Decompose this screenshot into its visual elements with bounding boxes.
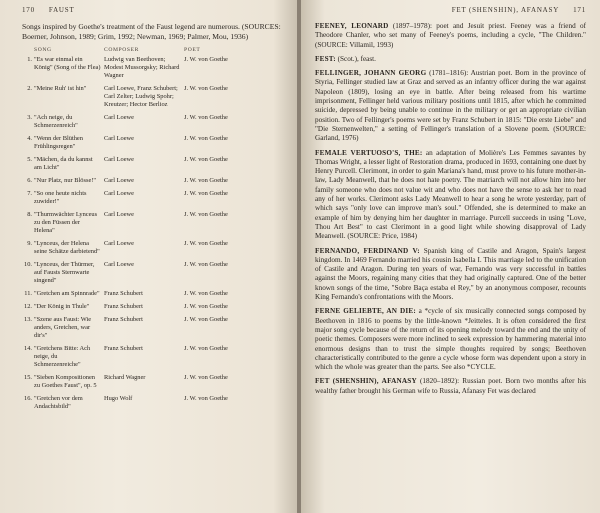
table-row [22,190,289,211]
right-running-title: FET (SHENSHIN), AFANASY [451,6,560,14]
col-song: SONG [34,47,52,53]
table-row [22,240,289,261]
composer: Ludwig van Beethoven; Modest Mussorgsky; Richard Wagner [104,56,180,79]
entry-headword: FET (SHENSHIN), AFANASY [315,377,417,386]
song-title: "Meine Ruh' ist hin" [34,85,87,92]
table-row [22,261,289,290]
song-title: "Ach neige, du Schmerzenreich" [34,114,78,129]
entry-headword: FEMALE VERTUOSO'S, THE: [315,148,423,157]
dictionary-entry [315,307,586,372]
left-running-head [22,6,289,14]
entry-text: (1781–1816): Austrian poet. Born in the province of Styria, Fellinger studied law at Graz and served as an infantry officer during the war against Napoleon (1809), losing an eye in battle. After being released from his wartime imprisonment, Fellinger held various military positions until 1815, after which he committed suicide, depressed by being unable to continue in the military or get an appropriate civilian position. Two of Fellinger's poems were set by Franz Schubert in 1815: "Die erste Liebe" and "Die Sternenwelten," a setting of Fellinger's translation of a Slovene poem. (SOURCE: Garland, 1976) [315,69,586,143]
table-row [22,290,289,303]
left-page [0,0,297,513]
table-row [22,374,289,395]
song-rows [22,56,289,416]
song-title: "Lynceus, der Helena seine Schätze darbietend" [34,240,100,255]
dictionary-entry [315,247,586,303]
table-row [22,156,289,177]
dictionary-entry [315,22,586,50]
row-number: 13. [24,316,32,323]
song-title: "Gretchen am Spinnrade" [34,290,100,297]
dictionary-entry [315,377,586,396]
song-title: "Gretchens Bitte: Ach neige, du Schmerzenreiche" [34,345,91,368]
table-header-row [22,46,289,56]
composer: Carl Loewe [104,177,134,184]
poet: J. W. von Goethe [184,290,228,297]
song-title: "Lynceus, der Thürmer, auf Fausts Sternwarte singend" [34,261,95,284]
table-row [22,114,289,135]
table-row [22,303,289,316]
composer: Franz Schubert [104,316,143,323]
row-number: 4. [27,135,32,142]
row-number: 12. [24,303,32,310]
row-number: 9. [27,240,32,247]
right-page [301,0,600,513]
row-number: 14. [24,345,32,352]
col-poet: POET [184,47,201,53]
poet: J. W. von Goethe [184,85,228,92]
song-title: "Wenn der Blüthen Frühlingsregen" [34,135,83,150]
song-title: "Es war einmal ein König" (Song of the Flea) [34,56,101,71]
composer: Richard Wagner [104,374,146,381]
entry-text: Spanish king of Castile and Aragon, Spain's largest kingdom. In 1469 Fernando married his cousin Isabella I. This marriage led to the unification of Castile and Aragon. During ten years of war, Fernando was very successful in battles against the Moors, regaining many cities that they had originally captured. One of the better known songs of the time, "Sobre Baça estaba el Rey," by an anonymous composer, recounts King Fernando's confrontations with the Moors. [315,246,586,302]
song-title: "Sieben Kompositionen zu Goethes Faust", op. 5 [34,374,97,389]
song-table [22,46,289,416]
composer: Franz Schubert [104,345,143,352]
table-row [22,395,289,416]
row-number: 1. [27,56,32,63]
poet: J. W. von Goethe [184,190,228,197]
composer: Carl Loewe [104,190,134,197]
dictionary-entry [315,149,586,242]
intro-paragraph: Songs inspired by Goethe's treatment of the Faust legend are numerous. (SOURCES: Boerner, Johnson, 1989; Grim, 1992; Newman, 1969; Palmer, Mou, 1936) [22,22,281,41]
left-page-number: 170 [22,6,35,14]
poet: J. W. von Goethe [184,261,228,268]
left-running-title: FAUST [48,6,75,14]
song-title: "So one heute nichts zuwider!" [34,190,87,205]
poet: J. W. von Goethe [184,177,228,184]
table-row [22,345,289,374]
composer: Carl Loewe [104,261,134,268]
entry-text: (Scot.), feast. [335,54,376,63]
row-number: 16. [24,395,32,402]
table-row [22,56,289,85]
poet: J. W. von Goethe [184,240,228,247]
table-row [22,316,289,345]
poet: J. W. von Goethe [184,211,228,218]
poet: J. W. von Goethe [184,114,228,121]
composer: Carl Loewe [104,211,134,218]
poet: J. W. von Goethe [184,156,228,163]
row-number: 8. [27,211,32,218]
composer: Hugo Wolf [104,395,133,402]
song-title: "Mächen, da du kannst am Licht" [34,156,93,171]
entry-headword: FELLINGER, JOHANN GEORG [315,69,427,78]
composer: Carl Loewe [104,240,134,247]
dictionary-entries [315,22,586,396]
row-number: 5. [27,156,32,163]
song-title: "Der König in Thule" [34,303,90,310]
composer: Carl Loewe [104,156,134,163]
poet: J. W. von Goethe [184,303,228,310]
col-composer: COMPOSER [104,47,139,53]
row-number: 11. [24,290,32,297]
entry-headword: FERNE GELIEBTE, AN DIE: [315,307,417,316]
entry-headword: FEENEY, LEONARD [315,22,389,30]
table-row [22,135,289,156]
entry-text: an adaptation of Molière's Les Femmes savantes by Thomas Wright, a lesser light of Restoration drama, produced in 1693, containing one duet by Henry Purcell. Clerimont, in order to gain Mariana's hand, must prove to his future mother-in-law, Lady Meanwell, that he does not hate poetry. The matriarch will not allow him into her family someone who does not value wit and who does not have the sense to ask her to read any of her works. Clerimont asks Lady Meanwell to hear a song he wrote yesterday, part of which says "only love can improve man's soul." Offended, she is determined to make an example of him by denying him her daughter in marriage. Purcell succeeds in using "Love, Thou Art Best" to cast Clerimont in a good light while showing disapproval of Lady Meanwell. (SOURCE: Price, 1984) [315,148,586,241]
entry-headword: FEST: [315,54,336,63]
dictionary-entry [315,55,586,64]
poet: J. W. von Goethe [184,345,228,352]
song-title: "Nur Platz, nur Blösse!" [34,177,97,184]
row-number: 2. [27,85,32,92]
poet: J. W. von Goethe [184,316,228,323]
poet: J. W. von Goethe [184,56,228,63]
col-num [22,46,34,56]
entry-text: (1897–1978): poet and Jesuit priest. Feeney was a friend of Theodore Chanler, who set many of Feeney's poems, including a cycle, "The Children." (SOURCE: Villamil, 1993) [315,22,586,49]
composer: Carl Loewe, Franz Schubert; Carl Zelter; Ludwig Spohr; Kreutzer; Hector Berlioz [104,85,178,108]
composer: Franz Schubert [104,290,143,297]
dictionary-entry [315,69,586,143]
row-number: 10. [24,261,32,268]
song-title: "Gretchen vor dem Andachtsbild" [34,395,83,410]
row-number: 15. [24,374,32,381]
table-row [22,177,289,190]
entry-text: (1820–1892): Russian poet. Born two months after his wealthy father brought his German wife to Russia, Afanasy Fet was declared [315,377,587,395]
entry-text: a *cycle of six musically connected songs composed by Beethoven in 1816 to poems by the little-known *Jeitteles. It is often considered the first major song cycle because of the return of its opening melody toward the end and the unity of poetic themes. Composers were more inclined to seek expression by hammering material into enormous designs than to trust the simple thoughts required by songs; Beethoven characteristically contributed to the genre a cycle whose form was dependent upon a story in which the whole was greater than the parts. See also *CYCLE. [315,307,586,372]
song-title: "Szene aus Faust: Wie anders, Gretchen, war dir's" [34,316,92,339]
table-row [22,85,289,114]
poet: J. W. von Goethe [184,374,228,381]
poet: J. W. von Goethe [184,135,228,142]
poet: J. W. von Goethe [184,395,228,402]
song-title: "Thurmwächter Lynceus zu den Füssen der Helena" [34,211,98,234]
row-number: 3. [27,114,32,121]
right-page-number: 171 [573,6,586,14]
entry-headword: FERNANDO, FERDINAND V: [315,246,420,255]
right-running-head [315,6,586,14]
composer: Carl Loewe [104,114,134,121]
table-row [22,211,289,240]
row-number: 6. [27,177,32,184]
composer: Carl Loewe [104,135,134,142]
row-number: 7. [27,190,32,197]
composer: Franz Schubert [104,303,143,310]
